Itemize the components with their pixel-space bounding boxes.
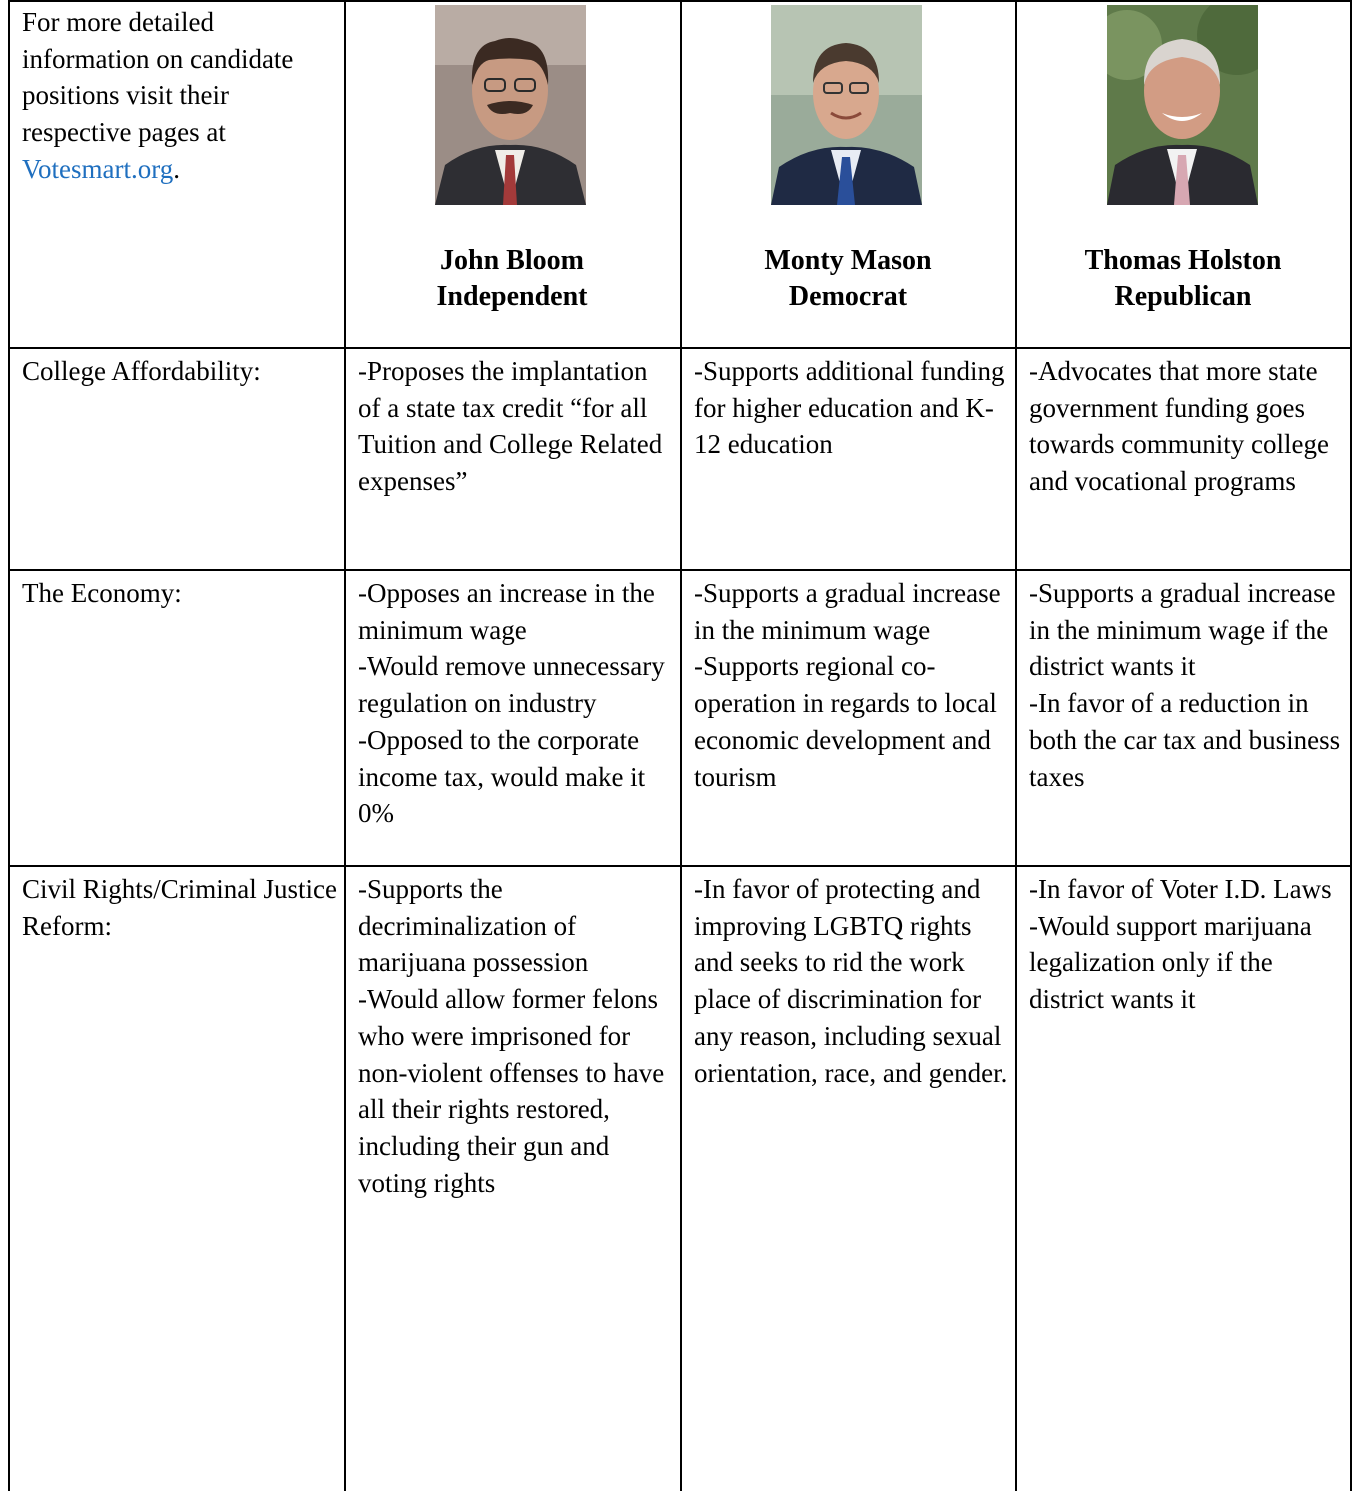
position-text: -Supports a gradual increase in the minimum wage -Supports regional co-operation in regards to local economic development and tourism — [694, 578, 1001, 792]
candidate-header-thomas-holston — [1016, 243, 1350, 315]
candidate-photo-thomas-holston — [1107, 5, 1258, 205]
candidate-name: John Bloom — [440, 245, 584, 276]
intro-text: For more detailed information on candidate positions visit their respective pages at — [22, 7, 294, 148]
thomas-holston-portrait-icon — [1107, 5, 1258, 205]
position-text: -In favor of protecting and improving LGBTQ rights and seeks to rid the work place of discrimination for any reason, including sexual orientation, race, and gender. — [694, 874, 1008, 1088]
candidate-name: Thomas Holston — [1084, 245, 1282, 276]
intro-cell — [22, 4, 338, 188]
votesmart-link[interactable]: Votesmart.org — [22, 153, 174, 184]
candidate-party: Independent — [436, 281, 588, 312]
table-divider-3 — [1015, 0, 1017, 1491]
candidate-name: Monty Mason — [764, 245, 932, 276]
table-border-top — [8, 0, 1352, 2]
candidate-photo-monty-mason — [771, 5, 922, 205]
john-bloom-portrait-icon — [435, 5, 586, 205]
position-text: -Advocates that more state government funding goes towards community college and vocational programs — [1029, 356, 1329, 497]
intro-suffix: . — [173, 153, 180, 184]
table-border-right — [1350, 0, 1352, 1491]
row-divider-economy — [8, 865, 1352, 867]
candidate-party: Democrat — [788, 281, 908, 312]
candidate-header-monty-mason — [681, 243, 1015, 315]
position-thomas-holston-economy — [1029, 575, 1349, 795]
position-john-bloom-civil-rights — [358, 871, 676, 1201]
topic-label: Civil Rights/Criminal Justice Reform: — [22, 874, 338, 941]
position-john-bloom-economy — [358, 575, 676, 832]
table-divider-1 — [344, 0, 346, 1491]
candidate-comparison-table — [8, 0, 1352, 1491]
candidate-header-john-bloom — [345, 243, 679, 315]
position-thomas-holston-college — [1029, 353, 1349, 500]
candidate-photo-john-bloom — [435, 5, 586, 205]
row-divider-college — [8, 569, 1352, 571]
position-thomas-holston-civil-rights — [1029, 871, 1349, 1018]
candidate-party: Republican — [1114, 281, 1252, 312]
position-john-bloom-college — [358, 353, 676, 500]
position-text: -In favor of Voter I.D. Laws -Would support marijuana legalization only if the district wants it — [1029, 874, 1332, 1015]
position-monty-mason-economy — [694, 575, 1012, 795]
monty-mason-portrait-icon — [771, 5, 922, 205]
position-text: -Supports the decriminalization of marijuana possession -Would allow former felons who were imprisoned for non-violent offenses to have all their rights restored, including their gun and voting rights — [358, 874, 665, 1198]
row-divider-header — [8, 347, 1352, 349]
topic-label: College Affordability: — [22, 356, 261, 386]
position-text: -Proposes the implantation of a state tax credit “for all Tuition and College Related expenses” — [358, 356, 663, 497]
topic-label: The Economy: — [22, 578, 182, 608]
topic-economy — [22, 575, 340, 612]
position-monty-mason-civil-rights — [694, 871, 1012, 1091]
position-text: -Supports additional funding for higher education and K-12 education — [694, 356, 1005, 460]
position-monty-mason-college — [694, 353, 1012, 463]
topic-civil-rights — [22, 871, 340, 944]
table-divider-2 — [680, 0, 682, 1491]
position-text: -Supports a gradual increase in the minimum wage if the district wants it -In favor of a reduction in both the car tax and business taxes — [1029, 578, 1341, 792]
position-text: -Opposes an increase in the minimum wage -Would remove unnecessary regulation on industry -Opposed to the corporate income tax, would make it 0% — [358, 578, 665, 829]
table-border-left — [8, 0, 10, 1491]
topic-college-affordability — [22, 353, 340, 390]
